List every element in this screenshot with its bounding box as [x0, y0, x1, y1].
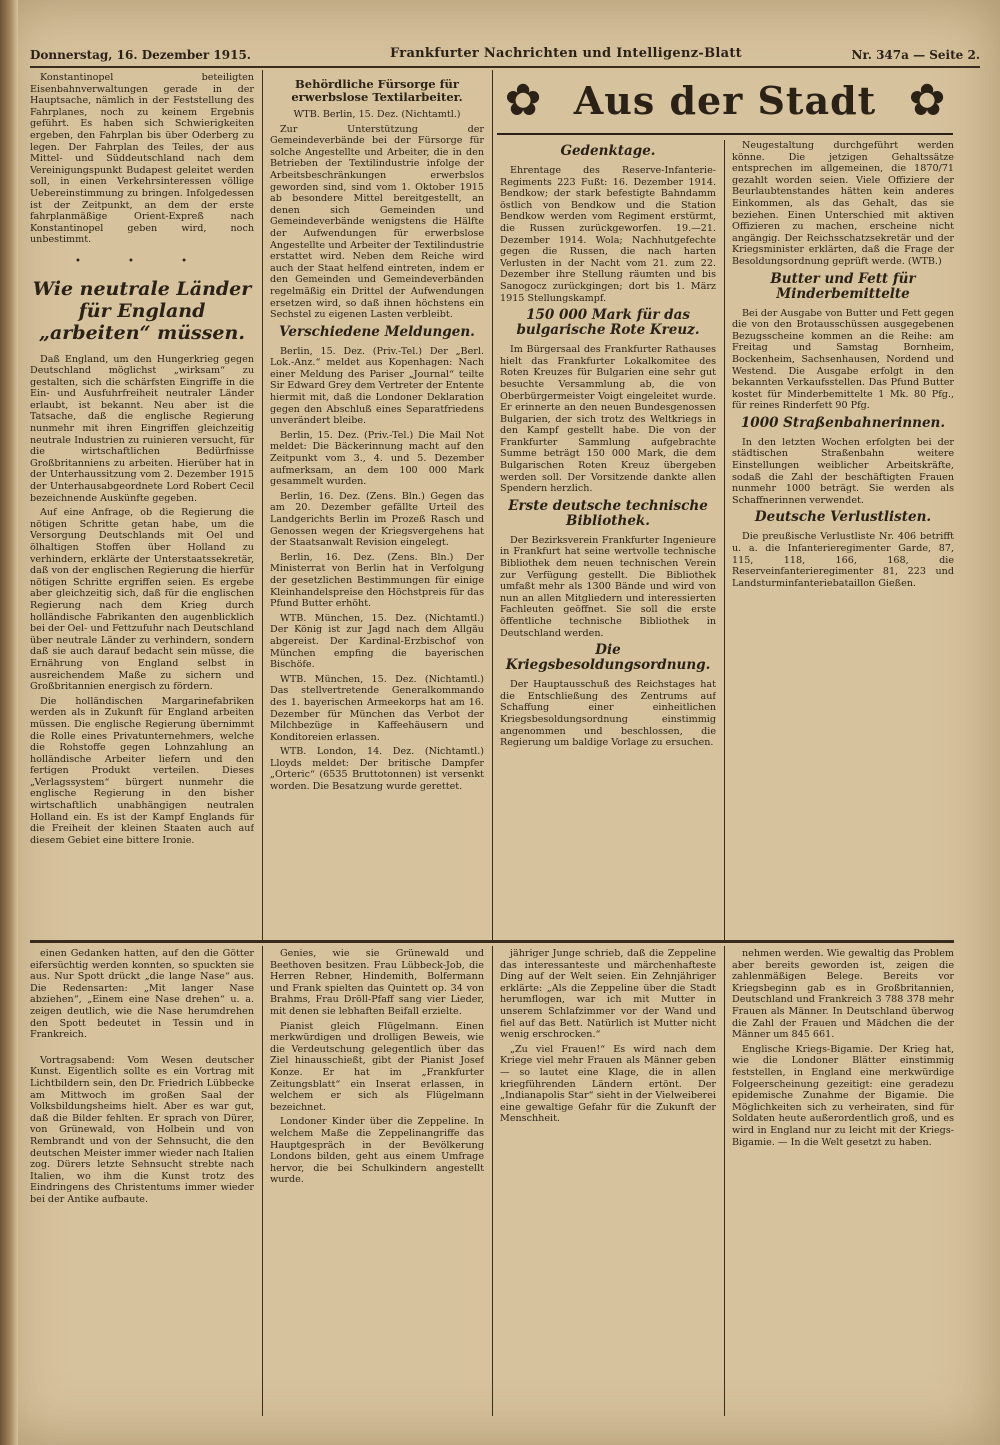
section-banner	[497, 72, 953, 130]
feuilleton-column-4	[732, 948, 954, 1414]
article-paragraph: Im Bürgersaal des Frankfurter Rathauses hielt das Frankfurter Lokalkomitee des Roten Kreuzes für Bulgarien eine sehr gut besuchte Versammlung ab, die von Oberbürgermeister Voigt eingeleitet wurde. Er erinnerte an den neuen Bundesgenossen Bulgarien, der sich trotz des Weltkriegs in den Kampf gestellt habe. Die von der Frankfurter Sammlung aufgebrachte Summe beträgt 150 000 Mark, die dem Bulgarischen Roten Kreuz übergeben werden soll. Der Vorsitzende dankte allen Spendern herzlich.	[500, 344, 716, 495]
news-item: WTB. London, 14. Dez. (Nichtamtl.) Lloyds meldet: Der britische Dampfer „Orteric“ (6535 Bruttotonnen) ist versenkt worden. Die Besatzung wurde gerettet.	[270, 746, 484, 793]
article-headline: Gedenktage.	[560, 143, 656, 159]
news-item: Berlin, 16. Dez. (Zens. Bln.) Gegen das am 20. Dezember gefällte Urteil des Landgerichts Berlin im Prozeß Rasch und Genossen wegen der Kriegsvergehens hat der Staatsanwalt Revision eingelegt.	[270, 490, 484, 549]
article-paragraph: Der Bezirksverein Frankfurter Ingenieure in Frankfurt hat seine wertvolle technische Bibliothek dem neuen technischen Verein zur Verfügung gestellt. Die Bibliothek umfaßt mehr als 1300 Bände und wird von nun an allen Mitgliedern und interessierten Fachleuten geöffnet. Sie soll die erste öffentliche technische Bibliothek in Deutschland werden.	[500, 534, 716, 639]
column-divider	[262, 946, 263, 1416]
article-headline: Wie neutrale Länder für England „arbeiten“ müssen.	[32, 277, 252, 344]
column-divider	[492, 70, 493, 940]
feuilleton-paragraph: Vortragsabend: Vom Wesen deutscher Kunst. Eigentlich sollte es ein Vortrag mit Lichtbildern sein, den Dr. Friedrich Lübbecke am Mittwoch im großen Saal der Volksbildungsheims hielt. Aber es war gut, daß die Bilder fehlten. Er sprach von Dürer, von Grünewald, von Holbein und von Rembrandt und von der Sehnsucht, die den deutschen Meister immer wieder nach Italien zog. Dürers letzte Sehnsucht strebte nach Italien, wo ihm die Kunst trotz des Eindringens des Christentums immer wieder bei der Antike aufbaute.	[30, 1054, 254, 1205]
article-continuation: Konstantinopel beteiligten Eisenbahnverwaltungen gerade in der Hauptsache, nämlich in der Feststellung des Fahrplanes, noch zu keinem Ergebnis geführt. Es haben sich Schwierigkeiten ergeben, den Fahrplan bis über Oderberg zu legen. Der Fahrplan des Teiles, der aus Mittel- und Süddeutschland nach dem Vereinigungspunkt Budapest geleitet werden soll, in einen Verkehrsinteressen völlige Uebereinstimmung zu bringen. Infolgedessen ist der Zeitpunkt, an dem der erste fahrplanmäßige Orient-Expreß nach Konstantinopel geben wird, noch unbestimmt.	[30, 72, 254, 246]
header-paper-name: Frankfurter Nachrichten und Intelligenz-Blatt	[390, 46, 742, 61]
article-paragraph: Daß England, um den Hungerkrieg gegen Deutschland möglichst „wirksam“ zu gestalten, sich die schärfsten Eingriffe in die Ein- und Ausfuhrfreiheit neutraler Länder erlaubt, ist bekannt. Neu aber ist die Tatsache, daß die englische Regierung nunmehr mit ihren Eingriffen gleichzeitig neutrale Industrien zu ruinieren versucht, für die wirtschaftlichen Bedürfnisse Großbritanniens zu arbeiten. Hierüber hat in der Unterhaussitzung vom 2. Dezember 1915 der Unterhausabgeordnete Lord Robert Cecil bezeichnende Auskünfte gegeben.	[30, 353, 254, 504]
feuilleton-paragraph: einen Gedanken hatten, auf den die Götter eifersüchtig werden konnten, so spuckten sie aus. Nur Spott drückt „die lange Nase“ aus. Die Redensarten: „Mit langer Nase abziehen“, „Einem eine Nase drehen“ u. a. zeigen deutlich, wie die Nase herumdrehen den Spott bedeutet in Tessin und in Frankreich.	[30, 948, 254, 1041]
article-paragraph: Zur Unterstützung der Gemeindeverbände bei der Fürsorge für solche Angestellte und Arbeiter, die in den Betrieben der Textilindustrie infolge der Arbeitsbeschränkungen erwerbslos geworden sind, sind vom 1. Oktober 1915 ab besondere Mittel bereitgestellt, an denen sich Gemeinden und Gemeindeverbände wenigstens die Hälfte der Aufwendungen für erwerbslose Angestellte und Arbeiter der Textilindustrie erstattet wird. Neben dem Reiche wird auch der Staat helfend eintreten, indem er den Gemeinden und Gemeindeverbänden regelmäßig ein Drittel der Aufwendungen ersetzen wird, so daß ihnen höchstens ein Sechstel zu eigenen Lasten verbleibt.	[270, 123, 484, 321]
banner-rule	[497, 133, 953, 135]
header-rule	[30, 66, 980, 68]
feuilleton-paragraph: Pianist gleich Flügelmann. Einen merkwürdigen und drolligen Beweis, wie die Verdeutschung gelegentlich über das Ziel hinausschießt, gibt der Pianist Josef Konze. Er hat im „Frankfurter Zeitungsblatt“ ein Inserat erlassen, in welchem er sich als Flügelmann bezeichnet.	[270, 1020, 484, 1113]
article-headline: Erste deutsche technische Bibliothek.	[508, 497, 708, 529]
article-headline: Deutsche Verlustlisten.	[754, 509, 932, 526]
article-paragraph: Der Hauptausschuß des Reichstages hat die Entschließung des Zentrums auf Schaffung einer einheitlichen Kriegsbesoldungsordnung einstimmig angenommen und beschlossen, die Regierung um baldige Vorlage zu ersuchen.	[500, 679, 716, 749]
feuilleton-rule	[30, 940, 954, 943]
article-continuation: Neugestaltung durchgeführt werden könne. Die jetzigen Gehaltssätze entsprechen im allgemeinen, die 1870/71 gezahlt worden seien. Viele Offiziere der Beurlaubtenstandes hätten kein anderes Einkommen, als das Gehalt, das sie beziehen. Einen Unterschied mit aktiven Offizieren zu machen, erscheine nicht angängig. Der Reichsschatzsekretär und der Kriegsminister erklärten, daß die Frage der Besoldungsordnung geprüft werde. (WTB.)	[732, 140, 954, 267]
news-item: Berlin, 15. Dez. (Priv.-Tel.) Die Mail Not meldet: Die Bäckerinnung macht auf den Zeitpunkt vom 3., 4. und 5. Dezember aufmerksam, an dem 100 000 Mark gesammelt wurden.	[270, 429, 484, 488]
column-divider	[724, 140, 725, 940]
feuilleton-paragraph: Londoner Kinder über die Zeppeline. In welchem Maße die Zeppelinangriffe das Hauptgespräch in der Bevölkerung Londons bilden, geht aus einem Umfrage hervor, die bei Schulkindern angestellt wurde.	[270, 1116, 484, 1186]
header-issue: Nr. 347a — Seite 2.	[851, 48, 980, 62]
column-divider	[262, 70, 263, 940]
column-2	[270, 72, 484, 938]
feuilleton-paragraph: „Zu viel Frauen!“ Es wird nach dem Kriege viel mehr Frauen als Männer geben — so lautet eine Klage, die in allen kriegführenden Ländern ertönt. Der „Indianapolis Star“ sieht in der Vielweiberei eine gewaltige Gefahr für die Zukunft der Menschheit.	[500, 1043, 716, 1125]
feuilleton-column-1	[30, 948, 254, 1414]
news-item: Berlin, 16. Dez. (Zens. Bln.) Der Ministerrat von Berlin hat in Verfolgung der gesetzlichen Bestimmungen für einige Kleinhandelspreise den Höchstpreis für das Pfund Butter erhöht.	[270, 551, 484, 610]
feuilleton-paragraph: Genies, wie sie Grünewald und Beethoven besitzen. Frau Lübbeck-Job, die Herren Rebner, Hindemith, Bolfermann und Frank spielten das Quintett op. 34 von Brahms, Frau Dröll-Pfaff sang vier Lieder, mit denen sie lebhaften Beifall erzielte.	[270, 948, 484, 1017]
article-headline: 150 000 Mark für das bulgarische Rote Kreuz.	[516, 307, 700, 339]
section-title: Aus der Stadt	[573, 78, 877, 123]
feuilleton-paragraph: nehmen werden. Wie gewaltig das Problem aber bereits geworden ist, zeigen die zahlenmäßigen Belege. Bereits vor Kriegsbeginn gab es in Großbritannien, Deutschland und Frankreich 3 788 378 mehr Frauen als Männer. In Deutschland überwog die Zahl der Frauen und Mädchen die der Männer um 845 661.	[732, 948, 954, 1041]
feuilleton-column-2	[270, 948, 484, 1414]
column-3	[500, 140, 716, 938]
separator-dots: • • •	[74, 255, 210, 267]
ornament-left-icon: ✿	[504, 75, 542, 126]
article-paragraph: Die preußische Verlustliste Nr. 406 betrifft u. a. die Infanterieregimenter Garde, 87, 115, 118, 166, 168, die Reserveinfanterieregimenter 81, 223 und Landsturminfanteriebataillon Gießen.	[732, 531, 954, 589]
column-4	[732, 140, 954, 938]
news-item: WTB. München, 15. Dez. (Nichtamtl.) Der König ist zur Jagd nach dem Allgäu abgereist. Der Kardinal-Erzbischof von München empfing die bayerischen Bischöfe.	[270, 612, 484, 671]
article-paragraph: Auf eine Anfrage, ob die Regierung die nötigen Schritte getan habe, um die Versorgung Deutschlands mit Oel und ölhaltigen Stoffen über Holland zu verhindern, erklärte der Unterstaatssekretär, daß von der englischen Regierung die hierfür nötigen Schritte ergriffen seien. Es ergebe aber gleichzeitig sich, daß für die englischen Regierung nach dem Krieg durch holländische Fabrikanten den augenblicklich bei der Oel- und Fettzufuhr nach Deutschland über neutrale Länder zu verhindern, sondern daß sie auch darauf bedacht sein müsse, die Ernährung von England selbst in ausreichendem Maße zu sichern und Großbritannien energisch zu fördern.	[30, 507, 254, 693]
news-item: WTB. München, 15. Dez. (Nichtamtl.) Das stellvertretende Generalkommando des 1. bayerischen Armeekorps hat am 16. Dezember für München das Verbot der Milchbezüge in Kaffeehäusern und Konditoreien erlassen.	[270, 673, 484, 743]
article-headline: 1000 Straßenbahnerinnen.	[740, 414, 946, 431]
feuilleton-paragraph: jähriger Junge schrieb, daß die Zeppeline das interessanteste und märchenhafteste Ding auf der Welt seien. Ein Zehnjähriger erklärte: „Als die Zeppeline über die Stadt herumflogen, war ich mit Mutter in unserem Schlafzimmer vor der Wand und fiel auf das Bett. Natürlich ist Mutter nicht wenig erschrocken.“	[500, 948, 716, 1041]
article-paragraph: In den letzten Wochen erfolgten bei der städtischen Straßenbahn weitere Einstellungen weiblicher Arbeitskräfte, sodaß die Zahl der beschäftigten Frauen nunmehr 1000 beträgt. Sie werden als Schaffnerinnen verwendet.	[732, 436, 954, 506]
ornament-right-icon: ✿	[908, 75, 946, 126]
page-header	[30, 44, 980, 64]
news-item: Berlin, 15. Dez. (Priv.-Tel.) Der „Berl. Lok.-Anz.“ meldet aus Kopenhagen: Nach einer Meldung des Pariser „Journal“ teilte Sir Edward Grey dem Vertreter der Entente hiermit mit, daß die Londoner Deklaration gegen den Abschluß eines Separatfriedens unverändert bleibe.	[270, 345, 484, 427]
article-paragraph: Die holländischen Margarinefabriken werden als in Zukunft für England arbeiten müssen. Die englische Regierung übernimmt die Rolle eines Privatunternehmers, welche die Rohstoffe gegen Lohnzahlung an holländische Arbeiter liefern und den fertigen Produkt verteilen. Dieses „Verlagssystem“ bürgert nunmehr die englische Regierung in den bisher wirtschaftlich unabhängigen neutralen Holland ein. Es ist der Kampf Englands für die Freiheit der kleinen Staaten auch auf diesem Gebiet eine bittere Ironie.	[30, 695, 254, 846]
article-headline: Butter und Fett für Minderbemittelte	[770, 270, 916, 302]
feuilleton-column-3	[500, 948, 716, 1414]
article-headline: Verschiedene Meldungen.	[279, 323, 475, 340]
page-binding	[0, 0, 18, 1445]
article-paragraph: Ehrentage des Reserve-Infanterie-Regiments 223 Fußt: 16. Dezember 1914. Bendkow; der stark befestigte Bahndamm östlich von Bendkow und die Station Bendkow werden vom Regiment erstürmt, die Russen zurückgeworfen. 19.—21. Dezember 1914. Wola; Nachhutgefechte gegen die Russen, die nach harten Verlusten in der Nacht vom 21. zum 22. Dezember ihre Stellung räumten und bis Sanogocz zurückgingen; dort bis 1. März 1915 Stellungskampf.	[500, 165, 716, 304]
feuilleton-paragraph: Englische Kriegs-Bigamie. Der Krieg hat, wie die Londoner Blätter einstimmig feststellen, in England eine merkwürdige Folgeerscheinung gezeitigt: eine geradezu epidemische Zunahme der Bigamie. Die Möglichkeiten sich zu verheiraten, sind für Soldaten heute außerordentlich groß, und es wird in England nur zu leicht mit der Kriegs-Bigamie. — In die Welt gesetzt zu haben.	[732, 1043, 954, 1148]
article-paragraph: Bei der Ausgabe von Butter und Fett gegen die von den Brotausschüssen ausgegebenen Bezugsscheine kommen an die Reihe: am Freitag und Samstag Bornheim, Bockenheim, Sachsenhausen, Nordend und Westend. Die Ausgabe erfolgt in den bekannten Verkaufsstellen. Das Pfund Butter kostet für Minderbemittelte 1 Mk. 80 Pfg., für reines Rinderfett 90 Pfg.	[732, 307, 954, 412]
header-date: Donnerstag, 16. Dezember 1915.	[30, 48, 251, 62]
article-headline: Behördliche Fürsorge für erwerbslose Textilarbeiter.	[291, 77, 463, 104]
article-headline: Die Kriegsbesoldungsordnung.	[505, 642, 711, 674]
dateline: WTB. Berlin, 15. Dez. (Nichtamtl.)	[293, 109, 461, 120]
column-1	[30, 72, 254, 938]
column-divider	[492, 946, 493, 1416]
column-divider	[724, 946, 725, 1416]
